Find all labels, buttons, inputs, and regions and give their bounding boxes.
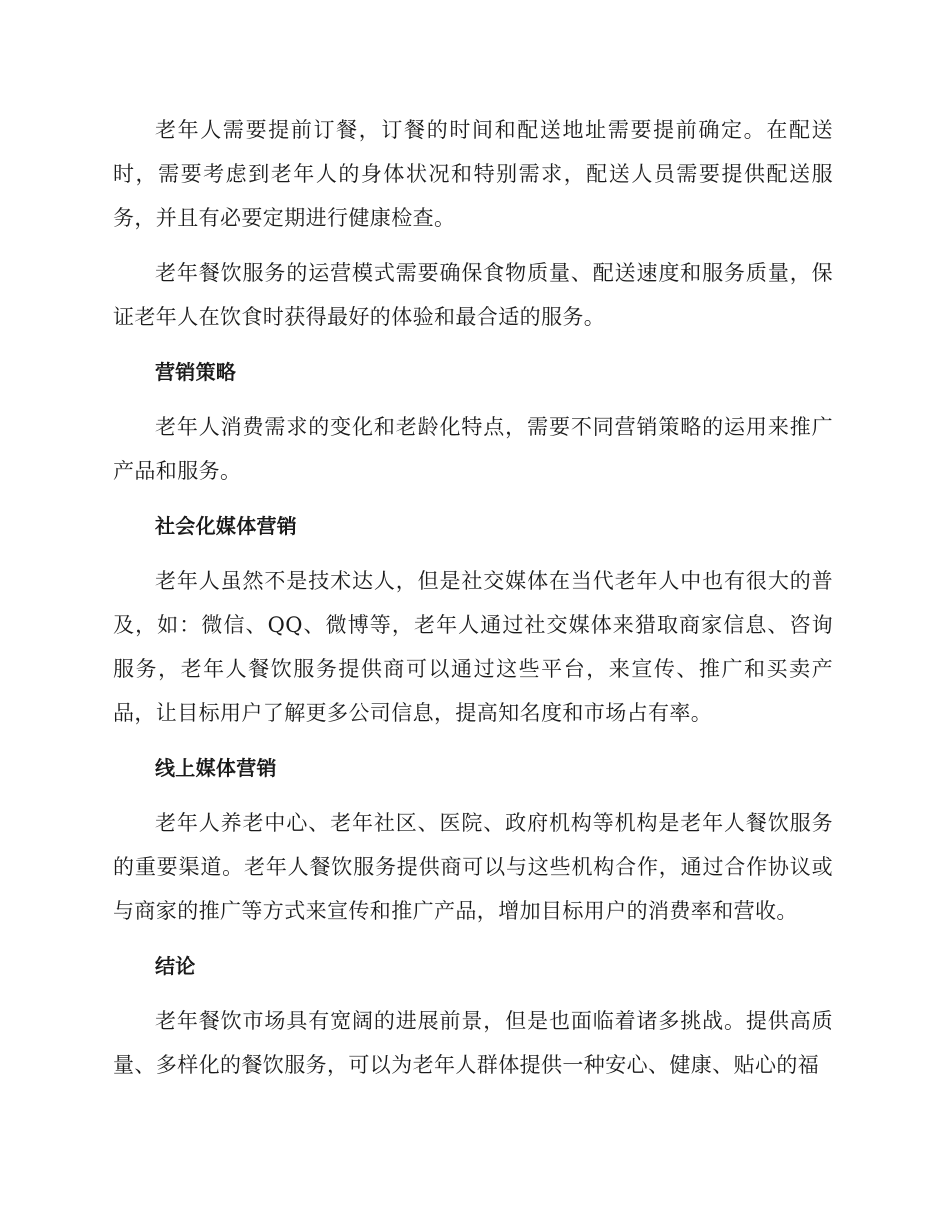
paragraph-conclusion: 老年餐饮市场具有宽阔的进展前景，但是也面临着诸多挑战。提供高质量、多样化的餐饮服务，可以为老年人群体提供一种安心、健康、贴心的福 — [113, 1009, 833, 1077]
paragraph-marketing-intro: 老年人消费需求的变化和老龄化特点，需要不同营销策略的运用来推广产品和服务。 — [113, 415, 833, 483]
paragraph-social-media: 老年人虽然不是技术达人，但是社交媒体在当代老年人中也有很大的普及，如：微信、QQ、微博等，老年人通过社交媒体来猎取商家信息、咨询服务，老年人餐饮服务提供商可以通过这些平台，来宣传、推广和买卖产品，让目标用户了解更多公司信息，提高知名度和市场占有率。 — [113, 569, 833, 725]
heading-conclusion: 结论 — [155, 954, 196, 978]
heading-marketing-strategy: 营销策略 — [155, 360, 237, 384]
heading-online-media-marketing: 线上媒体营销 — [155, 756, 277, 780]
paragraph-online-media: 老年人养老中心、老年社区、医院、政府机构等机构是老年人餐饮服务的重要渠道。老年人餐饮服务提供商可以与这些机构合作，通过合作协议或与商家的推广等方式来宣传和推广产品，增加目标用户的消费率和营收。 — [113, 811, 833, 923]
heading-social-media-marketing: 社会化媒体营销 — [155, 514, 298, 538]
document-body — [113, 108, 833, 1098]
paragraph-operation-model: 老年餐饮服务的运营模式需要确保食物质量、配送速度和服务质量，保证老年人在饮食时获得最好的体验和最合适的服务。 — [113, 261, 833, 329]
paragraph-ordering-delivery: 老年人需要提前订餐，订餐的时间和配送地址需要提前确定。在配送时，需要考虑到老年人的身体状况和特别需求，配送人员需要提供配送服务，并且有必要定期进行健康检查。 — [113, 118, 833, 230]
